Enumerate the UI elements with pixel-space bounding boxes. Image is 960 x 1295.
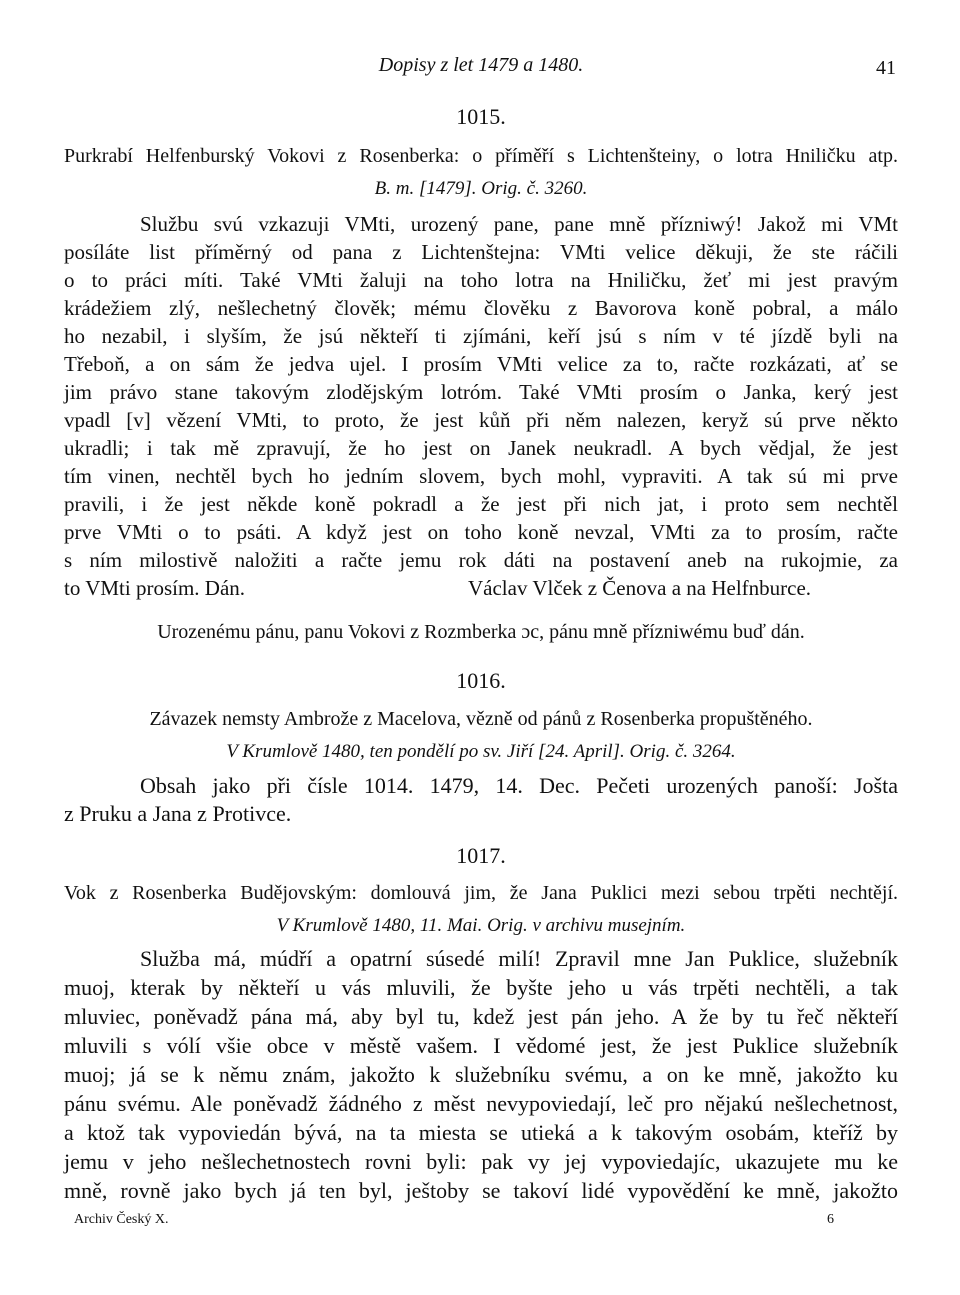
entry-number: 1016. — [456, 668, 506, 693]
entry-number: 1017. — [456, 843, 506, 868]
body-line: jim právo stane takovým zlodějským lotróm. Také VMti prosím o Janka, kerý jest — [64, 380, 898, 404]
body-line: jemu v jeho nešlechetnostech rovni byli: pak vy jej vypoviedajíc, ukazujete mu ke — [64, 1149, 898, 1174]
body-line: mně, rovně jako bych já ten byl, ještoby se takoví lidé vypovědění ke mně, jakožto — [64, 1178, 898, 1203]
entry-summary: Vok z Rosenberka Budějovským: domlouvá jim, že Jana Puklici mezi sebou trpěti nechtějí. — [64, 882, 898, 904]
body-line: o to práci míti. Také VMti žaluji na toho lotra na Hniličku, žeť mi jest pravým — [64, 268, 898, 292]
body-line: mluviec, poněvadž pána má, aby byl tu, kdež jest pán jeho. A že by tu řeč někteří — [64, 1004, 898, 1029]
body-line: krádežiem zlý, nešlechetný člověk; mému člověku z Bavorova koně pobral, a málo — [64, 296, 898, 320]
entry-dating: B. m. [1479]. Orig. č. 3260. — [374, 178, 588, 199]
body-line: muoj, kterak by někteří u vás mluvili, že byšte jeho u vás trpěti nechtěli, a tak — [64, 975, 898, 1000]
closing-text: to VMti prosím. Dán. — [64, 576, 246, 600]
entry-dating: V Krumlově 1480, ten pondělí po sv. Jiří [24. April]. Orig. č. 3264. — [226, 741, 736, 762]
signature: Václav Vlček z Čenova a na Helfnburce. — [468, 576, 812, 600]
body-line: ukradli; i tak mě zpravují, že ho jest on Janek neukradl. A bych vědjal, že jest — [64, 436, 898, 460]
body-line: Služba má, múdří a opatrní súsedé milí! Zpravil mne Jan Puklice, služebník — [140, 946, 898, 971]
entry-summary: Závazek nemsty Ambrože z Macelova, vězně od pánů z Rosenberka propuštěného. — [149, 708, 813, 730]
body-line: mluvili s vólí všie obce v městě vašem. I vědomé jest, že jest Puklice služebník — [64, 1033, 898, 1058]
entry-dating: V Krumlově 1480, 11. Mai. Orig. v archivu musejním. — [276, 915, 686, 936]
body-line: a ktož tak vypoviedán bývá, na ta miesta se utieká a k takovým osobám, kteříž by — [64, 1120, 898, 1145]
closing-line — [64, 574, 898, 602]
body-line: prve VMti o to psáti. A když jest on toho koně nevzal, VMti za to prosím, račte — [64, 520, 898, 544]
body-line: Třeboň, a on sám že jedva ujel. I prosím VMti velice za to, račte rozkázati, ať se — [64, 352, 898, 376]
body-line: posíláte list příměrný od pana z Lichtenštejna: VMti velice děkuji, že ste ráčili — [64, 240, 898, 264]
body-line: Službu svú vzkazuji VMti, urozený pane, pane mně přízniwý! Jakož mi VMt — [140, 212, 898, 236]
body-line: Obsah jako při čísle 1014. 1479, 14. Dec. Pečeti urozených panoší: Jošta — [140, 773, 898, 798]
body-line: pánu svému. Ale poněvadž žádného z měst nevypoviedají, leč pro nějakú nešlechetnost, — [64, 1091, 898, 1116]
document-page — [64, 0, 898, 1295]
body-line: muoj; já se k němu znám, jakožto k služebníku svému, a on ke mně, jakožto ku — [64, 1062, 898, 1087]
body-line: pravili, i že jest někde koně pokradl a že jest při nich jat, i proto sem nechtěl — [64, 492, 898, 516]
entry-number: 1015. — [456, 104, 506, 129]
footer-signature: Archiv Český X. — [74, 1212, 169, 1227]
letter-address: Urozenému pánu, panu Vokovi z Rozmberka ɔc, pánu mně přízniwému buď dán. — [157, 621, 805, 643]
footer-sheet-number: 6 — [827, 1212, 834, 1227]
running-title: Dopisy z let 1479 a 1480. — [378, 54, 584, 76]
body-line: tím vinen, nechtěl bych ho jedním slovem, bych mohl, vypraviti. A tak sú mi prve — [64, 464, 898, 488]
running-head — [64, 54, 898, 84]
page-footer — [64, 1212, 898, 1236]
body-line: ho nezabil, i slyším, že jsú někteří ti zjímáni, keří jsú s ním v té jízdě byli na — [64, 324, 898, 348]
entry-summary: Purkrabí Helfenburský Vokovi z Rosenberka: o příměří s Lichtenšteiny, o lotra Hniličku atp. — [64, 145, 898, 167]
body-line: z Pruku a Jana z Protivce. — [64, 801, 292, 826]
body-line: vpadl [v] vězení VMti, to proto, že jest kůň při něm nalezen, keryž sú prve někto — [64, 408, 898, 432]
body-line: s ním milostivě naložiti a račte jemu rok dáti na postavení aneb na rukojmie, za — [64, 548, 898, 572]
page-number: 41 — [876, 57, 896, 79]
